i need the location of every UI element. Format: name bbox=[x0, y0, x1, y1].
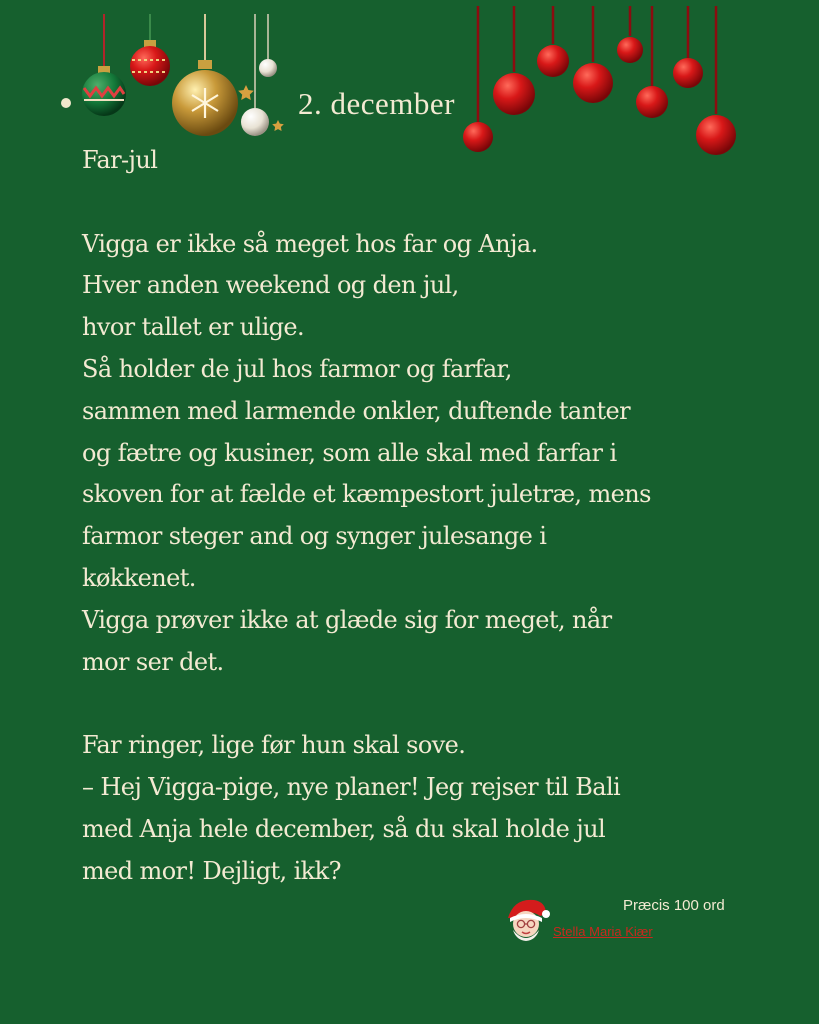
story-line: med Anja hele december, så du skal holde jul bbox=[82, 814, 606, 843]
paragraph-gap bbox=[82, 683, 772, 725]
right-ornament-cluster bbox=[463, 6, 736, 155]
story-line: skoven for at fælde et kæmpestort juletræ, mens bbox=[82, 480, 651, 509]
story-line: køkkenet. bbox=[82, 563, 196, 592]
story-line: Far ringer, lige før hun skal sove. bbox=[82, 731, 466, 760]
story-line: Så holder de jul hos farmor og farfar, bbox=[82, 354, 512, 383]
story-line: Vigga prøver ikke at glæde sig for meget, når bbox=[82, 605, 612, 634]
story-line: mor ser det. bbox=[82, 647, 224, 676]
story-title: Far-jul bbox=[82, 146, 158, 174]
story-line: sammen med larmende onkler, duftende tanter bbox=[82, 396, 631, 425]
left-ornament-cluster bbox=[61, 14, 284, 136]
date-heading: 2. december bbox=[298, 86, 455, 121]
word-count-label: Præcis 100 ord bbox=[623, 897, 725, 914]
story-line: Vigga er ikke så meget hos far og Anja. bbox=[82, 229, 538, 258]
story-line: og fætre og kusiner, som alle skal med farfar i bbox=[82, 438, 617, 467]
story-line: – Hej Vigga-pige, nye planer! Jeg rejser til Bali bbox=[82, 772, 621, 801]
story-line: med mor! Dejligt, ikk? bbox=[82, 856, 341, 885]
santa-avatar-icon bbox=[500, 894, 552, 946]
story-text bbox=[82, 140, 772, 892]
author-link[interactable]: Stella Maria Kiær bbox=[553, 924, 653, 939]
story-line: farmor steger and og synger julesange i bbox=[82, 522, 547, 551]
story-line: hvor tallet er ulige. bbox=[82, 313, 305, 342]
story-line: Hver anden weekend og den jul, bbox=[82, 271, 459, 300]
